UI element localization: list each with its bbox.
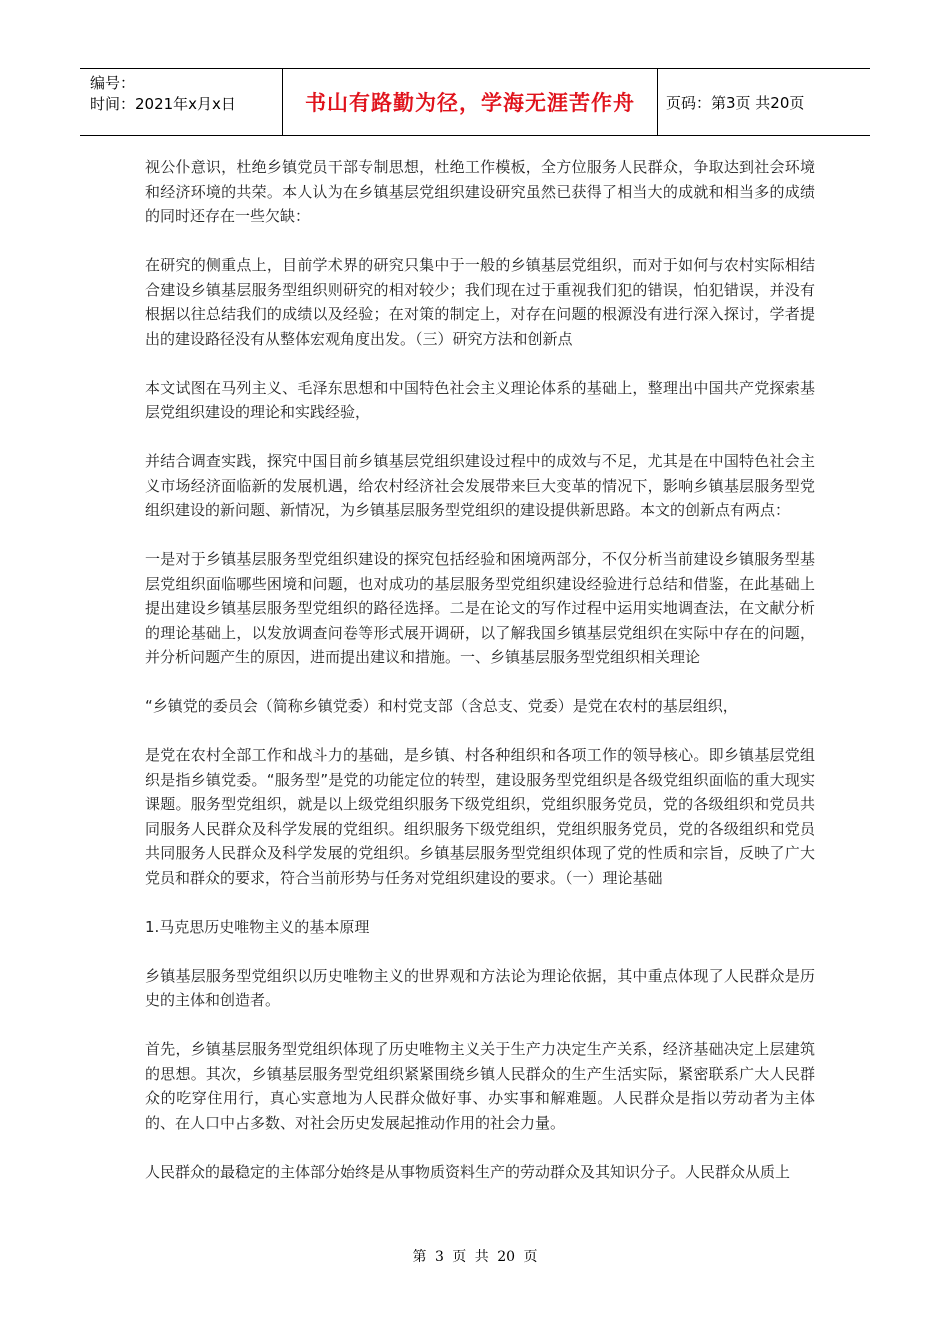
header-page-info: 页码：第3页 共20页 <box>666 93 805 112</box>
paragraph: 视公仆意识，杜绝乡镇党员干部专制思想，杜绝工作模板，全方位服务人民群众，争取达到社会环境和经济环境的共荣。本人认为在乡镇基层党组织建设研究虽然已获得了相当大的成就和相当多的成绩的同时还存在一些欠缺： <box>145 158 815 225</box>
document-number: 编号： <box>90 74 136 92</box>
paragraph: 乡镇基层服务型党组织以历史唯物主义的世界观和方法论为理论依据，其中重点体现了人民群众是历史的主体和创造者。 <box>145 966 815 1009</box>
paragraph: “乡镇党的委员会（简称乡镇党委）和村党支部（含总支、党委）是党在农村的基层组织， <box>145 697 738 715</box>
header-meta <box>80 69 283 135</box>
paragraph: 是党在农村全部工作和战斗力的基础，是乡镇、村各种组织和各项工作的领导核心。即乡镇基层党组织是指乡镇党委。“服务型”是党的功能定位的转型，建设服务型党组织是各级党组织面临的重大现实课题。服务型党组织，就是以上级党组织服务下级党组织，党组织服务党员，党的各级组织和党员共同服务人民群众及科学发展的党组织。组织服务下级党组织，党组织服务党员，党的各级组织和党员共同服务人民群众及科学发展的党组织。乡镇基层服务型党组织体现了党的性质和宗旨，反映了广大党员和群众的要求，符合当前形势与任务对党组织建设的要求。（一）理论基础 <box>145 746 815 887</box>
paragraph: 本文试图在马列主义、毛泽东思想和中国特色社会主义理论体系的基础上，整理出中国共产党探索基层党组织建设的理论和实践经验， <box>145 378 815 421</box>
page-footer: 第 3 页 共 20 页 <box>412 1249 538 1265</box>
paragraph: 在研究的侧重点上，目前学术界的研究只集中于一般的乡镇基层党组织，而对于如何与农村实际相结合建设乡镇基层服务型组织则研究的相对较少；我们现在过于重视我们犯的错误，怕犯错误，并没有根据以往总结我们的成绩以及经验；在对策的制定上，对存在问题的根源没有进行深入探讨，学者提出的建设路径没有从整体宏观角度出发。（三）研究方法和创新点 <box>145 256 815 348</box>
document-date: 时间：2021年x月x日 <box>90 95 236 113</box>
document-body <box>145 155 815 1209</box>
page-header <box>80 68 870 136</box>
paragraph: 首先，乡镇基层服务型党组织体现了历史唯物主义关于生产力决定生产关系，经济基础决定上层建筑的思想。其次，乡镇基层服务型党组织紧紧围绕乡镇人民群众的生产生活实际，紧密联系广大人民群众的吃穿住用行，真心实意地为人民群众做好事、办实事和解难题。人民群众是指以劳动者为主体的、在人口中占多数、对社会历史发展起推动作用的社会力量。 <box>145 1040 815 1132</box>
header-motto: 书山有路勤为径，学海无涯苦作舟 <box>283 69 658 135</box>
paragraph: 并结合调查实践，探究中国目前乡镇基层党组织建设过程中的成效与不足，尤其是在中国特色社会主义市场经济面临新的发展机遇，给农村经济社会发展带来巨大变革的情况下，影响乡镇基层服务型党组织建设的新问题、新情况，为乡镇基层服务型党组织的建设提供新思路。本文的创新点有两点： <box>145 452 815 519</box>
paragraph: 人民群众的最稳定的主体部分始终是从事物质资料生产的劳动群众及其知识分子。人民群众从质上 <box>145 1162 791 1181</box>
paragraph: 一是对于乡镇基层服务型党组织建设的探究包括经验和困境两部分，不仅分析当前建设乡镇服务型基层党组织面临哪些困境和问题，也对成功的基层服务型党组织建设经验进行总结和借鉴，在此基础上提出建设乡镇基层服务型党组织的路径选择。二是在论文的写作过程中运用实地调查法，在文献分析的理论基础上，以发放调查问卷等形式展开调研，以了解我国乡镇基层党组织在实际中存在的问题，并分析问题产生的原因，进而提出建议和措施。一、乡镇基层服务型党组织相关理论 <box>145 550 815 666</box>
section-heading: 1.马克思历史唯物主义的基本原理 <box>145 917 370 936</box>
